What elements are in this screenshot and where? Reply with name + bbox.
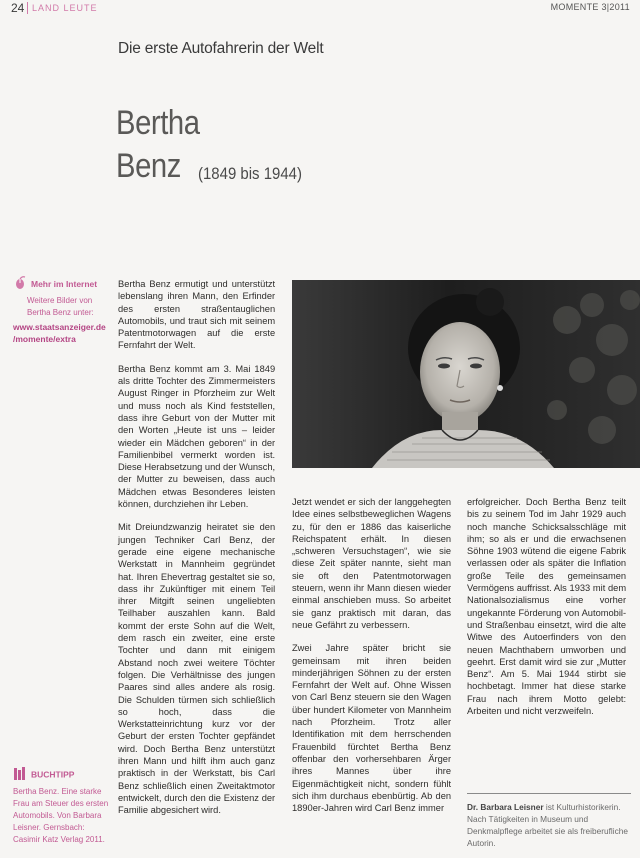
issue-label: MOMENTE 3|2011: [550, 2, 630, 12]
author-name: Dr. Barbara Leisner: [467, 802, 544, 812]
booktip-title: BUCHTIPP: [31, 769, 75, 780]
internet-link-2[interactable]: /momente/extra: [13, 334, 76, 344]
author-bio: ist Kulturhistorikerin. Nach Tätigkeiten in Museum und Denkmalpflege arbeitet sie als freiberufliche Autorin.: [467, 802, 628, 848]
booktip-title-row: [13, 767, 113, 784]
title-first-name: Bertha: [116, 104, 200, 142]
body-column-2: [292, 497, 451, 826]
internet-text: Weitere Bilder von Bertha Benz unter:: [27, 296, 94, 317]
author-divider: [467, 793, 631, 794]
title-years: (1849 bis 1944): [198, 164, 302, 183]
booktip-box: [13, 767, 113, 846]
paragraph-intro: Bertha Benz ermutigt und unterstützt lebenslang ihren Mann, den Erfinder des ersten straßentauglichen Automobils, und traut sich mit seinem Patentmotorwagen auf die erste Fernfahrt der Welt.: [118, 279, 276, 352]
books-icon: [13, 767, 27, 784]
paragraph-6: erfolgreicher. Doch Bertha Benz teilt bis zu seinem Tod im Jahr 1929 auch noch manche Schicksalsschläge mit ihm; so als er und die erwachsenen Söhne 1903 wütend die eigene Fabrik verlassen oder als später die Inflation große Teile des gemeinsamen Vermögens auffrisst. Als 1933 mit dem Nationalsozialismus eine vorher ungekannte Förderung von Automobil- und Straßenbau einsetzt, wird die alte Witwe des Autoerfinders von den neuen Machthabern umworben und geehrt. Erst damit wird sie zur „Mutter Benz“. Am 5. Mai 1944 stirbt sie hochbetagt. Immer hat diese starke Frau nach ihrem Motto gelebt: Arbeiten und nicht verzweifeln.: [467, 497, 627, 718]
body-column-1: [118, 279, 275, 828]
booktip-text: Bertha Benz. Eine starke Frau am Steuer des ersten Automobils. Von Barbara Leisner. Gernsbach: Casimir Katz Verlag 2011.: [13, 787, 109, 844]
author-note: [467, 801, 632, 849]
internet-title: Mehr im Internet: [31, 279, 98, 290]
internet-link-1[interactable]: www.staatsanzeiger.de: [13, 322, 106, 332]
paragraph-2: Bertha Benz kommt am 3. Mai 1849 als dritte Tochter des Zimmermeisters August Ringer in Pforzheim zur Welt und muss noch als Kind feststellen, dass ihre Geburt von der Mutter mit den Worten „Heute ist uns – leider wieder ein Mädchen geboren“ in der Familienbibel vermerkt worden ist. Diese Herabsetzung und der Wunsch, der Mutter zu beweisen, dass auch Mädchen etwas Besonderes leisten können, durchziehen ihr Leben.: [118, 363, 276, 511]
title-last-name: Benz: [116, 147, 181, 185]
header-divider: [27, 2, 28, 14]
body-column-3: [467, 497, 626, 729]
paragraph-4: Jetzt wendet er sich der langgehegten Idee eines selbstbeweglichen Wagens zu, für den er 1886 das kaiserliche Reichspatent erhält. In diesen „schweren Versuchstagen“, wie sie diese Zeit später nannte, sieht man sie oft den Patentmotorwagen steuern, wenn ihr Mann diesen wieder einmal anschieben muss. So arbeitet sie ganz praktisch mit daran, das neue Gefährt zu verbessern.: [292, 497, 452, 631]
paragraph-5: Zwei Jahre später bricht sie gemeinsam mit ihren beiden minderjährigen Söhnen zu der ersten Fernfahrt der Welt auf. Ohne Wissen von Carl Benz steuern sie den Wagen über hundert Kilometer von Mannheim nach Pforzheim. Trotz aller Identifikation mit dem herrschenden Frauenbild fürchtet Bertha Benz offenbar den vorhersehbaren Ärger ihres Mannes über ihre Eigenmächtigkeit nicht, sondern fühlt sich ihm durchaus ebenbürtig. Ab den 1890er-Jahren wird Carl Benz immer: [292, 643, 452, 815]
paragraph-3: Mit Dreiundzwanzig heiratet sie den jungen Techniker Carl Benz, der gerade eine eigene mechanische Werkstatt in Mannheim gegründet hat. Ihren Ehevertrag gestaltet sie so, dass ihr Zukünftiger mit einem Teil ihrer Mitgift seinen ungeliebten Teilhaber auszahlen kann. Bald kommt der erste Sohn auf die Welt, dem rasch ein zweiter, eine erste Tochter und dann mit einigem Abstand noch zwei weitere Töchter folgen. Die Verhältnisse des jungen Paares sind alles andere als rosig. Die Schulden türmen sich schließlich so hoch, dass die Werkstatteinrichtung kurz vor der Geburt der ersten Tochter gepfändet wird. Doch Bertha Benz unterstützt ihren Mann und hilft ihm auch ganz praktisch in der Werkstatt, bis Carl Benz schließlich einen Zweitaktmotor entwickelt, durch den die Existenz der Familie abgesichert wird.: [118, 522, 276, 817]
page-number: 24: [11, 1, 25, 15]
internet-box: [13, 276, 113, 345]
article-kicker: Die erste Autofahrerin der Welt: [118, 40, 324, 57]
mouse-icon: [13, 276, 27, 294]
internet-title-row: [13, 276, 113, 294]
section-label: LAND LEUTE: [32, 3, 98, 13]
portrait-photo: [292, 280, 640, 468]
